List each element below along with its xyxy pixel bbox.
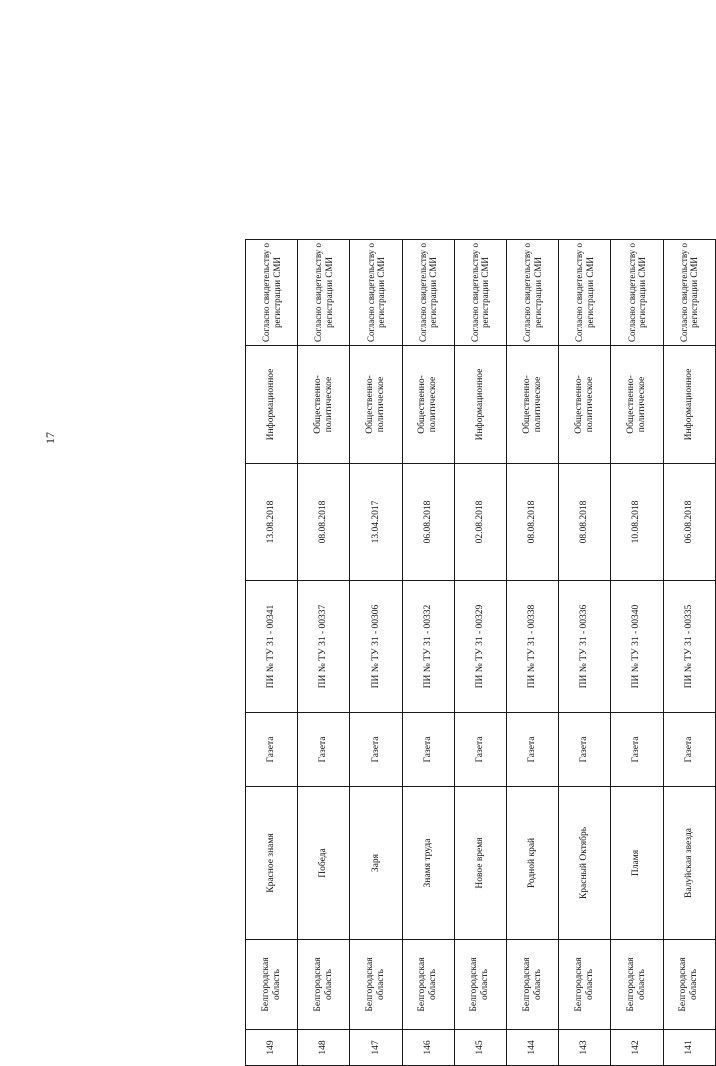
- row-number: 145: [454, 1030, 506, 1066]
- row-registration-number: ПИ № ТУ 31 - 00335: [663, 581, 715, 713]
- row-region: Белгородская область: [246, 940, 298, 1030]
- row-note: Согласно свидетельству о регистрации СМИ: [298, 240, 350, 346]
- row-number: 148: [298, 1030, 350, 1066]
- table-row: [559, 240, 611, 1066]
- row-region: Белгородская область: [559, 940, 611, 1030]
- table-row: [611, 240, 663, 1066]
- row-number: 141: [663, 1030, 715, 1066]
- row-category: Информационное: [246, 346, 298, 464]
- row-note: Согласно свидетельству о регистрации СМИ: [350, 240, 402, 346]
- row-note: Согласно свидетельству о регистрации СМИ: [402, 240, 454, 346]
- row-media-type: Газета: [246, 713, 298, 787]
- row-number: 144: [506, 1030, 558, 1066]
- row-region: Белгородская область: [506, 940, 558, 1030]
- row-note: Согласно свидетельству о регистрации СМИ: [559, 240, 611, 346]
- table-row: [298, 240, 350, 1066]
- row-registration-date: 06.08.2018: [663, 464, 715, 581]
- row-media-type: Газета: [663, 713, 715, 787]
- row-category: Общественно-политическое: [506, 346, 558, 464]
- table-row: [454, 240, 506, 1066]
- row-category: Информационное: [454, 346, 506, 464]
- row-category: Общественно-политическое: [298, 346, 350, 464]
- row-media-name: Новое время: [454, 787, 506, 940]
- row-registration-number: ПИ № ТУ 31 - 00306: [350, 581, 402, 713]
- row-registration-date: 08.08.2018: [298, 464, 350, 581]
- row-category: Общественно-политическое: [559, 346, 611, 464]
- row-media-name: Красное знамя: [246, 787, 298, 940]
- row-registration-date: 08.08.2018: [559, 464, 611, 581]
- row-media-name: Победа: [298, 787, 350, 940]
- row-media-type: Газета: [506, 713, 558, 787]
- row-registration-number: ПИ № ТУ 31 - 00338: [506, 581, 558, 713]
- row-category: Информационное: [663, 346, 715, 464]
- table-row: [350, 240, 402, 1066]
- row-media-name: Знамя труда: [402, 787, 454, 940]
- row-registration-number: ПИ № ТУ 31 - 00336: [559, 581, 611, 713]
- row-number: 146: [402, 1030, 454, 1066]
- table-row: [663, 240, 715, 1066]
- row-category: Общественно-политическое: [611, 346, 663, 464]
- row-media-type: Газета: [350, 713, 402, 787]
- row-note: Согласно свидетельству о регистрации СМИ: [611, 240, 663, 346]
- row-region: Белгородская область: [611, 940, 663, 1030]
- row-registration-date: 08.08.2018: [506, 464, 558, 581]
- row-registration-number: ПИ № ТУ 31 - 00329: [454, 581, 506, 713]
- row-registration-number: ПИ № ТУ 31 - 00341: [246, 581, 298, 713]
- row-category: Общественно-политическое: [350, 346, 402, 464]
- page-number: 17: [43, 432, 57, 444]
- row-media-name: Заря: [350, 787, 402, 940]
- row-number: 142: [611, 1030, 663, 1066]
- row-registration-date: 06.08.2018: [402, 464, 454, 581]
- row-media-type: Газета: [454, 713, 506, 787]
- row-media-type: Газета: [298, 713, 350, 787]
- media-registry-table: [245, 239, 716, 1066]
- row-media-name: Родной край: [506, 787, 558, 940]
- row-category: Общественно-политическое: [402, 346, 454, 464]
- row-note: Согласно свидетельству о регистрации СМИ: [246, 240, 298, 346]
- table-row: [246, 240, 298, 1066]
- table-row: [506, 240, 558, 1066]
- row-region: Белгородская область: [298, 940, 350, 1030]
- row-registration-number: ПИ № ТУ 31 - 00332: [402, 581, 454, 713]
- row-registration-date: 02.08.2018: [454, 464, 506, 581]
- row-note: Согласно свидетельству о регистрации СМИ: [663, 240, 715, 346]
- row-number: 149: [246, 1030, 298, 1066]
- row-region: Белгородская область: [402, 940, 454, 1030]
- row-media-type: Газета: [402, 713, 454, 787]
- row-registration-number: ПИ № ТУ 31 - 00337: [298, 581, 350, 713]
- row-number: 143: [559, 1030, 611, 1066]
- row-region: Белгородская область: [663, 940, 715, 1030]
- table-row: [402, 240, 454, 1066]
- row-number: 147: [350, 1030, 402, 1066]
- row-media-type: Газета: [559, 713, 611, 787]
- row-media-name: Пламя: [611, 787, 663, 940]
- row-note: Согласно свидетельству о регистрации СМИ: [506, 240, 558, 346]
- registry-table-container: [245, 240, 715, 1066]
- row-region: Белгородская область: [350, 940, 402, 1030]
- table-body: [246, 240, 716, 1066]
- row-media-name: Красный Октябрь: [559, 787, 611, 940]
- row-note: Согласно свидетельству о регистрации СМИ: [454, 240, 506, 346]
- row-registration-date: 10.08.2018: [611, 464, 663, 581]
- row-media-name: Валуйская звезда: [663, 787, 715, 940]
- row-region: Белгородская область: [454, 940, 506, 1030]
- row-registration-date: 13.08.2018: [246, 464, 298, 581]
- row-registration-date: 13.04.2017: [350, 464, 402, 581]
- row-registration-number: ПИ № ТУ 31 - 00340: [611, 581, 663, 713]
- row-media-type: Газета: [611, 713, 663, 787]
